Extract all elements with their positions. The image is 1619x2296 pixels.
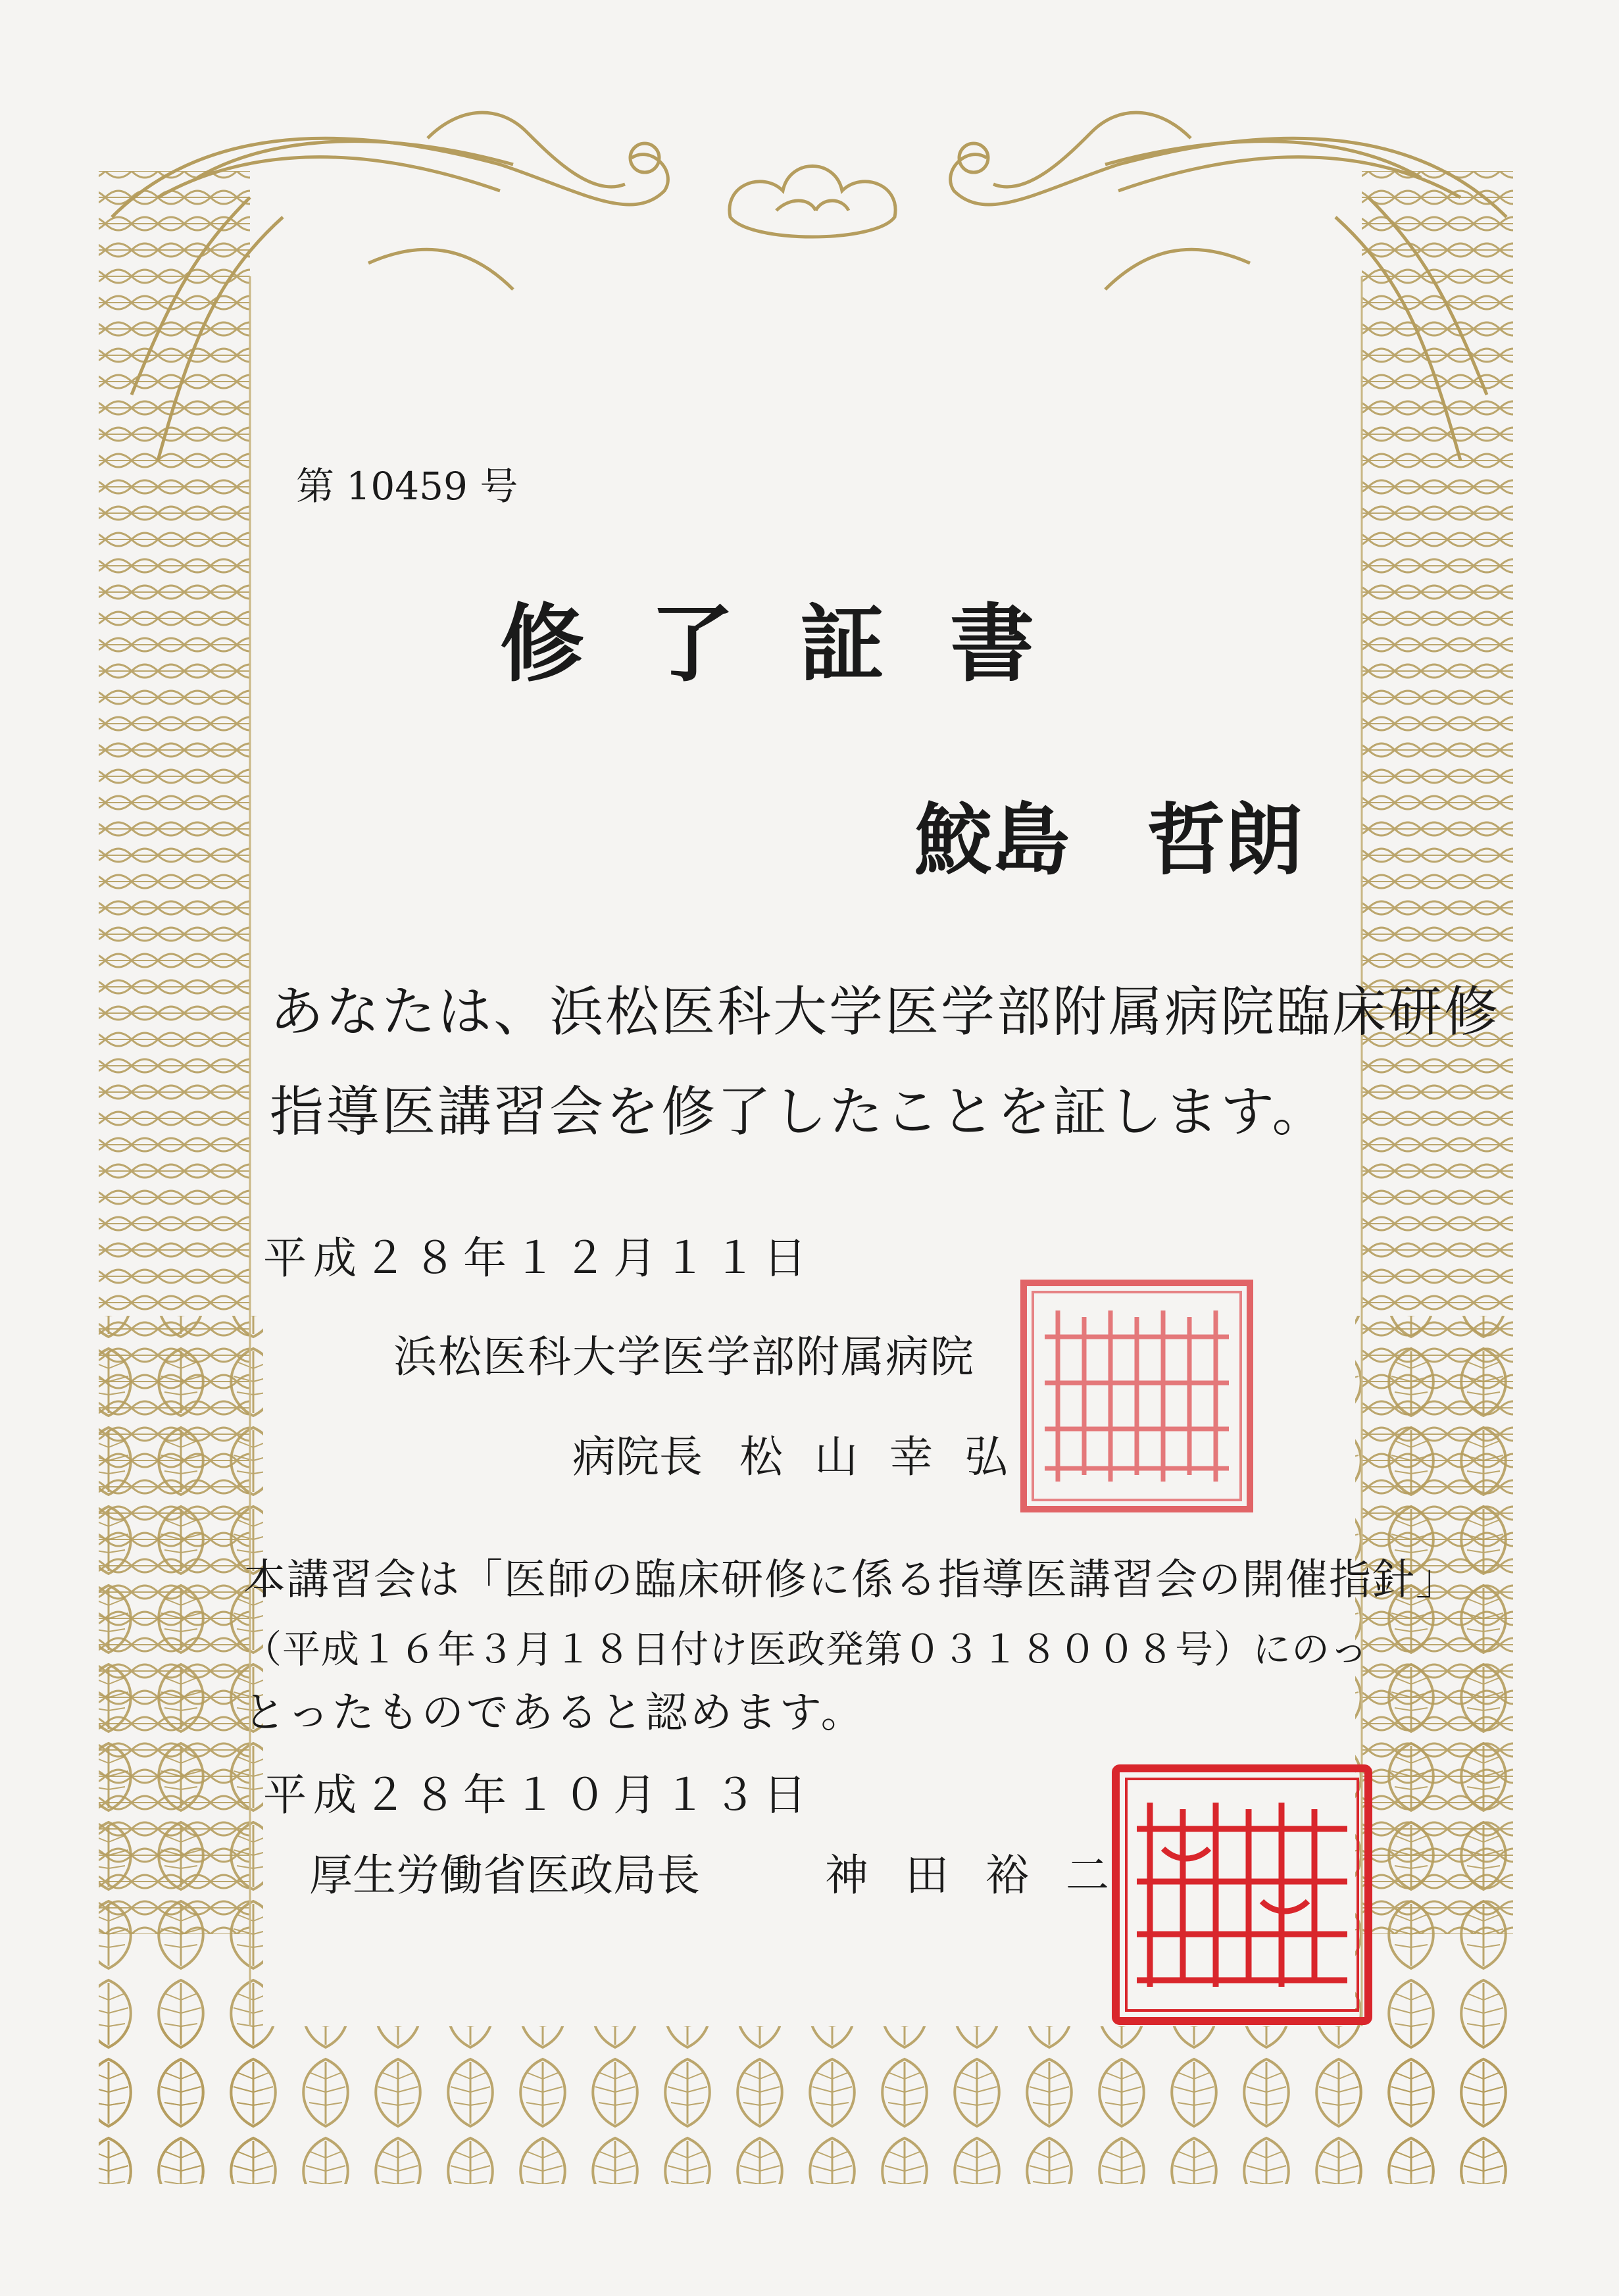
statement-line-1: あなたは、浜松医科大学医学部附属病院臨床研修 [270,981,1501,1043]
ministry-official [309,1850,1146,1901]
director-name: 松山幸弘 [739,1432,1039,1482]
compliance-line-1: 本講習会は「医師の臨床研修に係る指導医講習会の開催指針」 [243,1556,1459,1605]
statement-line-2: 指導医講習会を修了したことを証します。 [270,1081,1328,1143]
compliance-line-2: （平成１６年３月１８日付け医政発第０３１８００８号）にのっ [243,1627,1369,1672]
ministry-approval-date: 平成２８年１０月１３日 [263,1770,813,1820]
ministry-seal-icon [1110,1763,1374,2026]
cloud-icon [730,166,895,237]
issue-date: 平成２８年１２月１１日 [263,1233,813,1284]
certificate-title: 修了証書 [500,595,1101,693]
minister-name: 神田裕二 [825,1850,1146,1901]
issuing-hospital: 浜松医科大学医学部附属病院 [393,1332,975,1382]
director-title: 病院長 [572,1432,703,1482]
bottom-border-band [99,2026,1520,2184]
recipient-name: 鮫島 哲朗 [914,795,1303,886]
certificate-number: 第 10459 号 [296,464,518,509]
hospital-seal-icon [1018,1278,1255,1514]
minister-title: 厚生労働省医政局長 [309,1850,700,1901]
hospital-director [572,1432,1039,1482]
compliance-line-3: とったものであると認めます。 [243,1689,866,1737]
